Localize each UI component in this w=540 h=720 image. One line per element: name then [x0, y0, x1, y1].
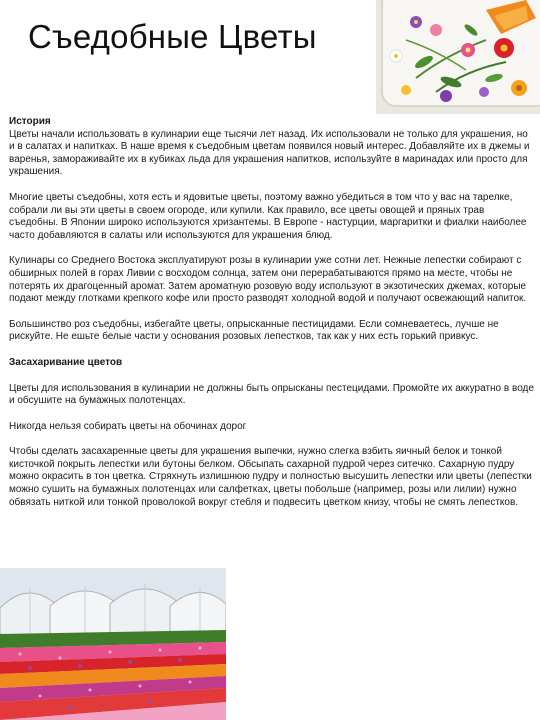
- paragraph-roses-safety: Большинство роз съедобны, избегайте цветы, опрысканные пестицидами. Если сомневаетесь, лучше не рискуйте. Не ешьте белые части у основания розовых лепестков, так как у них есть горький привкус.: [9, 318, 499, 343]
- paragraph-roadside-warning: Никогда нельзя собирать цветы на обочинах дорог: [9, 420, 247, 432]
- page-title: Съедобные Цветы: [28, 18, 317, 55]
- edible-flowers-plate-image: [376, 0, 540, 114]
- paragraph-history: Цветы начали использовать в кулинарии еще тысячи лет назад. Их использовали не только для украшения, но и в салатах и напитках. В наше время к съедобным цветам появился новый интерес. Добавляйте их в джемы и варенья, замораживайте их в кубиках льда для украшения напитков, используйте в маринадах или просто для украшения.: [9, 128, 530, 178]
- paragraph-pesticides: Цветы для использования в кулинарии не должны быть опрысканы пестецидами. Промойте их аккуратно в воде и обсушите на бумажных полотенцах.: [9, 382, 534, 407]
- paragraph-roses-middle-east: Кулинары со Среднего Востока эксплуатируют розы в кулинарии уже сотни лет. Нежные лепестки собирают с обширных полей в горах Ливии с восходом солнца, затем они перерабатываются прямо на месте, чтобы не потерять их драгоценный аромат. Затем ароматную розовую воду используют в экзотических джемах, которые подают между глотками крепкого кофе или просто разводят холодной водой и получают освежающий напиток.: [9, 255, 527, 305]
- candied-heading: Засахаривание цветов: [9, 356, 123, 368]
- paragraph-candying-method: Чтобы сделать засахаренные цветы для украшения выпечки, нужно слегка взбить яичный белок и тонкой кисточкой покрыть лепестки или бутоны белком. Обсыпать сахарной пудрой через ситечко. Сахарную пудру можно окрасить в тон цветка. Стряхнуть излишнюю пудру и полностью высушить лепестки или цветы (лепестки можно сушить на бумажных полотенцах или салфетках, цветы побольше (например, розы или лилии) нужно обвязать ниткой или тонкой проволокой вокруг стебля и подвесить цветком книзу, чтобы не смять лепестков.: [9, 446, 532, 508]
- paragraph-varieties: Многие цветы съедобны, хотя есть и ядовитые цветы, поэтому важно убедиться в том что у вас на тарелке, собрали ли вы эти цветы в своем огороде, или купили. Как правило, все цветы овощей и пряных трав съедобны. В Японии широко используются хризантемы. В Европе - настурции, маргаритки и фиалки наиболее часто добавляются в салаты или используются для украшения блюд.: [9, 191, 527, 241]
- history-heading: История: [9, 116, 51, 127]
- article-body: [9, 116, 535, 522]
- flower-field-greenhouse-image: [0, 568, 226, 720]
